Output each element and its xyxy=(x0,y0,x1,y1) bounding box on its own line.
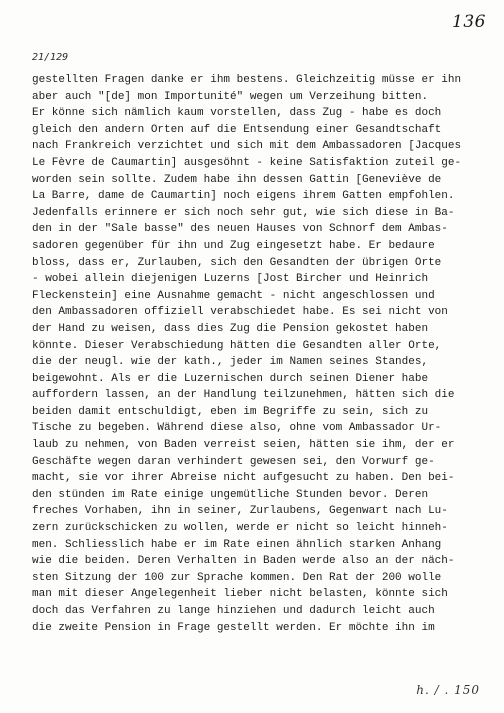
text-line: zern zurückschicken zu wollen, werde er nicht so leicht hinneh- xyxy=(32,522,448,535)
text-line: bloss, dass er, Zurlauben, sich den Gesandten der übrigen Orte xyxy=(32,256,442,269)
text-line: könnte. Dieser Verabschiedung hätten die Gesandten aller Orte, xyxy=(32,339,442,352)
page-number: 136 xyxy=(452,12,486,32)
text-line: doch das Verfahren zu lange hinziehen und dadurch leicht auch xyxy=(32,605,435,617)
text-line: sten Sitzung der 100 zur Sprache kommen. Den Rat der 200 wolle xyxy=(32,571,442,584)
text-line: men. Schliesslich habe er im Rate einen ähnlich starken Anhang xyxy=(32,538,442,551)
text-line: den Ambassadoren offiziell verabschiedet habe. Es sei nicht von xyxy=(32,306,448,319)
text-line: der Hand zu weisen, dass dies Zug die Pension gekostet haben xyxy=(32,322,429,335)
body-text xyxy=(32,72,492,636)
text-line: die zweite Pension in Frage gestellt werden. Er möchte ihn im xyxy=(32,621,435,634)
text-line: den in der "Sale basse" des neuen Hauses von Schnorf dem Ambas- xyxy=(32,223,448,236)
text-line: beiden damit entschuldigt, eben im Begriffe zu sein, sich zu xyxy=(32,405,429,418)
text-line: den stünden im Rate einige ungemütliche Stunden bevor. Deren xyxy=(32,488,429,501)
text-line: Fleckenstein] eine Ausnahme gemacht - nicht angeschlossen und xyxy=(32,289,435,302)
text-line: Geschäfte wegen daran verhindert gewesen sei, den Vorwurf ge- xyxy=(32,455,435,468)
text-line: gleich den andern Orten auf die Entsendung einer Gesandtschaft xyxy=(32,123,442,136)
text-line: beigewohnt. Als er die Luzernischen durch seinen Diener habe xyxy=(32,372,429,385)
handwritten-mark: h. / . 150 xyxy=(416,683,480,697)
text-line: wie die beiden. Deren Verhalten in Baden werde also an der näch- xyxy=(32,555,455,568)
text-line: - wobei allein diejenigen Luzerns [Jost Bircher und Heinrich xyxy=(32,273,429,286)
text-line: Jedenfalls erinnere er sich noch sehr gut, wie sich diese in Ba- xyxy=(32,206,455,219)
text-line: Le Fèvre de Caumartin] ausgesöhnt - keine Satisfaktion zuteil ge- xyxy=(32,156,462,169)
document-reference: 21/129 xyxy=(32,52,69,63)
text-line: sadoren gegenüber für ihn und Zug eingesetzt habe. Er bedaure xyxy=(32,239,435,252)
text-line: macht, sie vor ihrer Abreise nicht aufgesucht zu haben. Den bei- xyxy=(32,472,455,485)
text-line: Tische zu begeben. Während diese also, ohne vom Ambassador Ur- xyxy=(32,422,442,435)
text-line: worden sein sollte. Zudem habe ihn dessen Gattin [Geneviève de xyxy=(32,173,442,186)
text-line: gestellten Fragen danke er ihm bestens. Gleichzeitig müsse er ihn xyxy=(32,74,462,86)
text-line: auffordern lassen, an der Handlung teilzunehmen, hätten sich die xyxy=(32,389,455,402)
text-line: Er könne sich nämlich kaum vorstellen, dass Zug - habe es doch xyxy=(32,107,442,120)
text-line: die der neugl. wie der kath., jeder im Namen seines Standes, xyxy=(32,356,429,369)
text-line: aber auch "[de] mon Importunité" wegen um Verzeihung bitten. xyxy=(32,90,429,103)
text-line: La Barre, dame de Caumartin] noch eigens ihrem Gatten empfohlen. xyxy=(32,190,455,203)
text-line: laub zu nehmen, von Baden verreist seien, hätten sie ihm, der er xyxy=(32,439,455,452)
text-line: freches Vorhaben, ihn in seiner, Zurlaubens, Gegenwart nach Lu- xyxy=(32,505,448,518)
text-line: nach Frankreich verzichtet und sich mit dem Ambassadoren [Jacques xyxy=(32,140,462,153)
text-line: man mit dieser Angelegenheit lieber nicht belasten, könnte sich xyxy=(32,588,448,601)
